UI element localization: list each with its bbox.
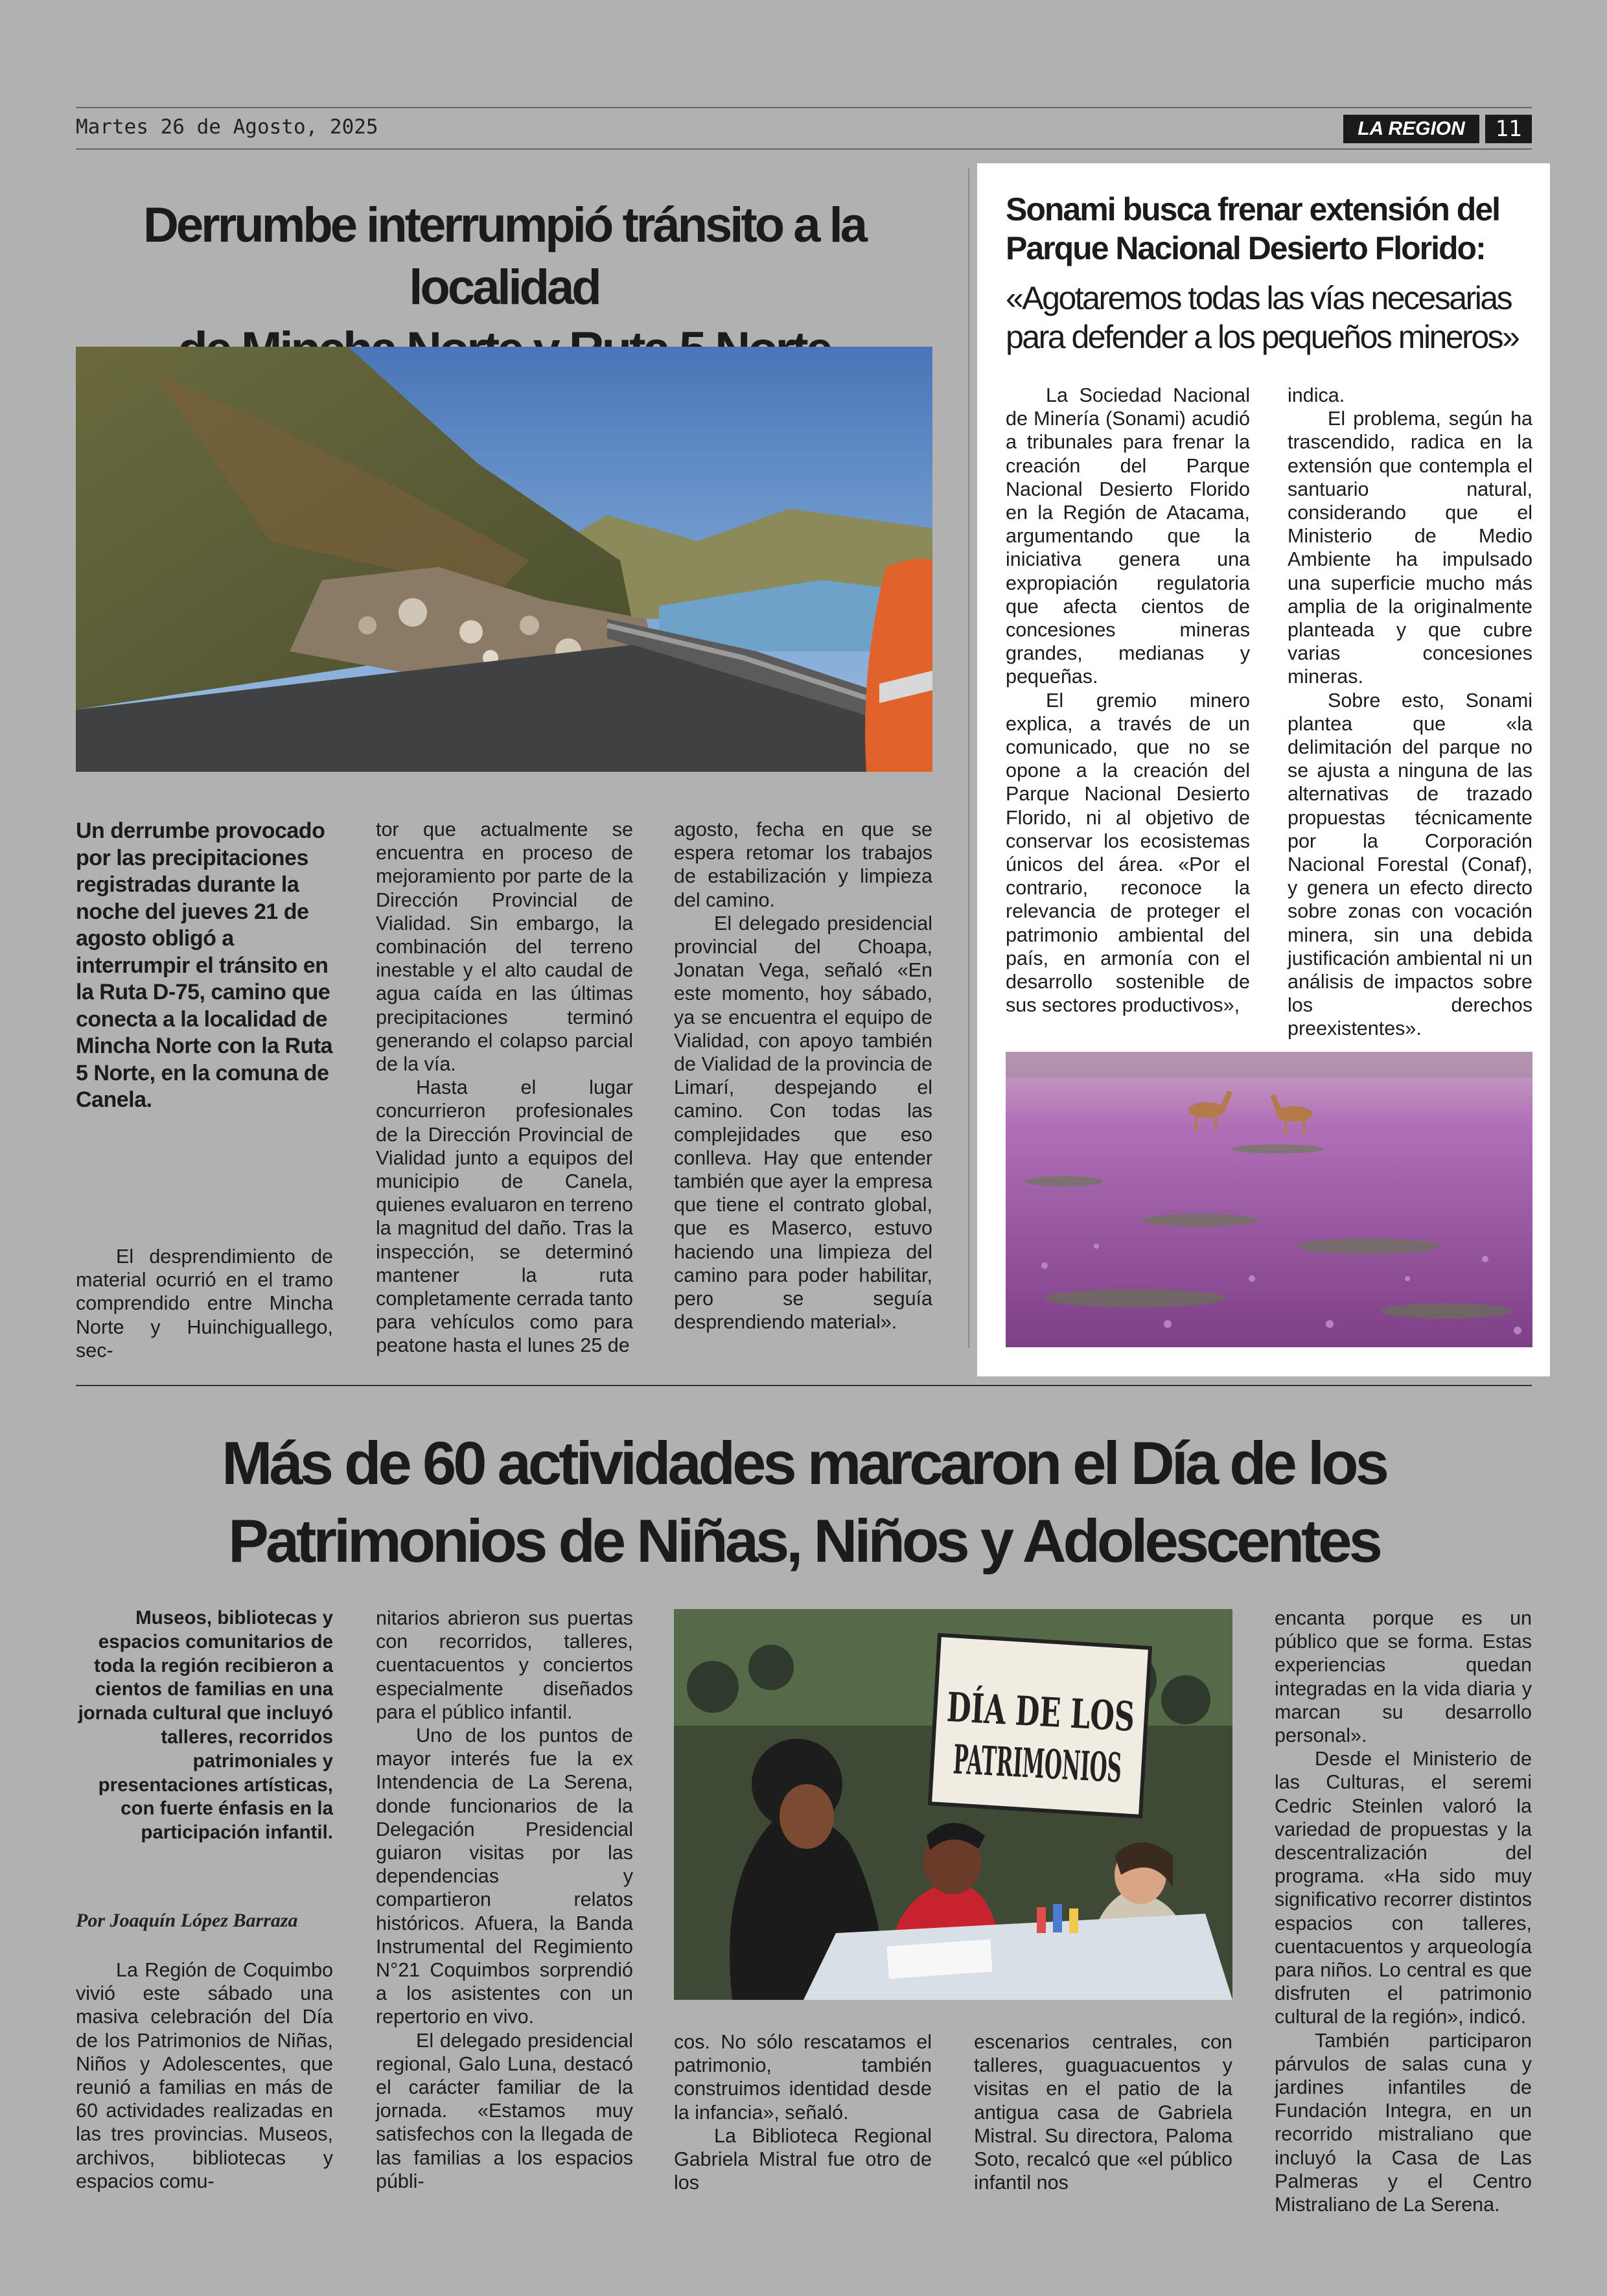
paragraph: indica. bbox=[1288, 384, 1345, 406]
landslide-photo-art bbox=[76, 347, 932, 772]
article3-title-line2: Patrimonios de Niñas, Niños y Adolescentes bbox=[228, 1507, 1380, 1575]
paragraph: cos. No sólo rescatamos el patrimonio, también construimos identidad desde la infancia», señaló. bbox=[674, 2031, 932, 2124]
paragraph: agosto, fecha en que se espera retomar los trabajos de estabilización y limpieza del camino. bbox=[674, 818, 932, 911]
article2-subtitle: «Agotaremos todas las vías necesarias para defender a los pequeños mineros» bbox=[1006, 280, 1519, 355]
article3-col2 bbox=[376, 1606, 633, 2193]
article3-lead: Museos, bibliotecas y espacios comunitarios de toda la región recibieron a cientos de familias en una jornada cultural que incluyó talleres, recorridos patrimoniales y presentaciones artísticas, con fuerte énfasis en la participación infantil. bbox=[78, 1607, 333, 1844]
paragraph: El delegado presidencial provincial del Choapa, Jonatan Vega, señaló «En este momento, hoy sábado, ya se encuentra el equipo de Vialidad, con apoyo también de Vialidad de la provincia de Limarí, despejando el camino. Con todas las complejidades que eso conlleva. Hay que entender también que ayer la empresa que tiene el contrato global, que es Maserco, estuvo haciendo una limpieza del camino para poder habilitar, pero se seguía desprendiendo material». bbox=[674, 912, 932, 1334]
article3-col5 bbox=[1275, 1606, 1532, 2216]
newspaper-logo: LA REGION bbox=[1343, 115, 1479, 143]
paragraph: escenarios centrales, con talleres, guaguacuentos y visitas en el patio de la antigua casa de Gabriela Mistral. Su directora, Paloma Soto, recalcó que «el público infantil nos bbox=[974, 2031, 1232, 2194]
paragraph: El delegado presidencial regional, Galo Luna, destacó el carácter familiar de la jornada. «Estamos muy satisfechos con la llegada de las familias a los espacios públi- bbox=[376, 2029, 633, 2192]
article1-lead: Un derrumbe provocado por las precipitaciones registradas durante la noche del jueves 21 de agosto obligó a interrumpir el tránsito en la Ruta D-75, camino que conecta a la localidad de Mincha Norte con la Ruta 5 Norte, en la comuna de Canela. bbox=[76, 818, 333, 1112]
article3-col1 bbox=[76, 1958, 333, 2193]
article1-col2 bbox=[376, 818, 633, 1358]
top-rule bbox=[76, 107, 1532, 108]
paragraph: Hasta el lugar concurrieron profesionales de la Dirección Provincial de Vialidad junto a equipos del municipio de Canela, quienes evaluaron en terreno la magnitud del daño. Tras la inspección, se determinó mantener la ruta completamente cerrada tanto para vehículos como para peatone hasta el lunes 25 de bbox=[376, 1076, 633, 1357]
sign-text bbox=[952, 1735, 1122, 1792]
article3-title-line1: Más de 60 actividades marcaron el Día de los bbox=[222, 1429, 1386, 1497]
paragraph: El desprendimiento de material ocurrió en el tramo comprendido entre Mincha Norte y Huinchiguallego, sec- bbox=[76, 1246, 333, 1362]
paragraph: La Sociedad Nacional de Minería (Sonami) acudió a tribunales para frenar la creación del Parque Nacional Desierto Florido en la Región de Atacama, argumentando que la iniciativa genera una expropiación regulatoria que afecta cientos de concesiones mineras grandes, medianas y pequeñas. bbox=[1006, 384, 1250, 688]
desert-bloom-photo-art bbox=[1006, 1052, 1532, 1347]
paragraph: tor que actualmente se encuentra en proceso de mejoramiento por parte de la Dirección Provincial de Vialidad. Sin embargo, la combinación del terreno inestable y el alto caudal de agua caída en las últimas precipitaciones terminó generando el colapso parcial de la vía. bbox=[376, 818, 633, 1076]
issue-date: Martes 26 de Agosto, 2025 bbox=[76, 115, 378, 139]
paragraph: Desde el Ministerio de las Culturas, el seremi Cedric Steinlen valoró la variedad de propuestas y la descentralización del programa. «Ha sido muy significativo recorrer distintos espacios con talleres, cuentacuentos y arqueología para niños. Lo central es que disfruten el patrimonio cultural de la región», indicó. bbox=[1275, 1748, 1532, 2028]
children-workshop-photo bbox=[674, 1609, 1232, 2000]
paragraph: El problema, según ha trascendido, radica en la extensión que contempla el santuario natural, considerando que el Ministerio de Medio Ambiente ha impulsado una superficie mucho más amplia de la originalmente planteada y que cubre varias concesiones mineras. bbox=[1288, 408, 1532, 688]
paragraph: La Biblioteca Regional Gabriela Mistral fue otro de los bbox=[674, 2124, 932, 2194]
header-rule bbox=[76, 148, 1532, 150]
byline: Por Joaquín López Barraza bbox=[76, 1910, 298, 1931]
desert-bloom-guanacos-photo bbox=[1006, 1052, 1532, 1347]
article3-title bbox=[76, 1424, 1532, 1580]
workshop-photo-art bbox=[674, 1609, 1232, 2000]
article2-col1 bbox=[1006, 384, 1250, 1017]
page-number: 11 bbox=[1485, 115, 1532, 143]
paragraph: Sobre esto, Sonami plantea que «la delimitación del parque no se ajusta a ninguna de las alternativas de trazado propuestas técnicamente por la Corporación Nacional Forestal (Conaf), y genera un efecto directo sobre zonas con vocación minera, sin una debida justificación ambiental ni un análisis de impactos sobre los derechos preexistentes». bbox=[1288, 689, 1532, 1040]
paragraph: encanta porque es un público que se forma. Estas experiencias quedan integradas en la vida diaria y marcan su desarrollo personal». bbox=[1275, 1607, 1532, 1747]
article2-col2 bbox=[1288, 384, 1532, 1041]
article1-col1 bbox=[76, 1245, 333, 1362]
sign-text: DÍA DE LOS bbox=[945, 1683, 1219, 1745]
column-divider bbox=[968, 168, 969, 1348]
paragraph: Uno de los puntos de mayor interés fue la ex Intendencia de La Serena, donde funcionarios de la Delegación Presidencial guiaron visitas por las dependencias y compartieron relatos históricos. Afuera, la Banda Instrumental del Regimiento N°21 Coquimbos sorprendió a los asistentes con un repertorio en vivo. bbox=[376, 1724, 633, 2028]
paragraph: También participaron párvulos de salas cuna y jardines infantiles de Fundación Integra, en un recorrido mistraliano que incluyó la Casa de Las Palmeras y el Centro Mistraliano de La Serena. bbox=[1275, 2029, 1532, 2216]
paragraph: La Región de Coquimbo vivió este sábado una masiva celebración del Día de los Patrimonios de Niñas, Niños y Adolescentes, que reunió a familias en más de 60 actividades realizadas en las tres provincias. Museos, archivos, bibliotecas y espacios comu- bbox=[76, 1959, 333, 2192]
article1-col3 bbox=[674, 818, 932, 1334]
article3-col3 bbox=[674, 2030, 932, 2194]
article3-col4 bbox=[974, 2030, 1232, 2194]
landslide-road-photo bbox=[76, 347, 932, 772]
paragraph: El gremio minero explica, a través de un comunicado, que no se opone a la creación del Parque Nacional Desierto Florido, ni al objetivo de conservar los ecosistemas únicos del área. «Por el contrario, reconoce la relevancia de proteger el patrimonio ambiental del país, en armonía con el desarrollo sostenible de sus sectores productivos», bbox=[1006, 689, 1250, 1017]
article2-title: Sonami busca frenar extensión del Parque Nacional Desierto Florido: bbox=[1006, 191, 1500, 266]
paragraph: nitarios abrieron sus puertas con recorridos, talleres, cuentacuentos y conciertos especialmente diseñados para el público infantil. bbox=[376, 1607, 633, 1723]
article1-title-line1: Derrumbe interrumpió tránsito a la localidad bbox=[143, 198, 866, 315]
section-rule bbox=[76, 1385, 1532, 1386]
